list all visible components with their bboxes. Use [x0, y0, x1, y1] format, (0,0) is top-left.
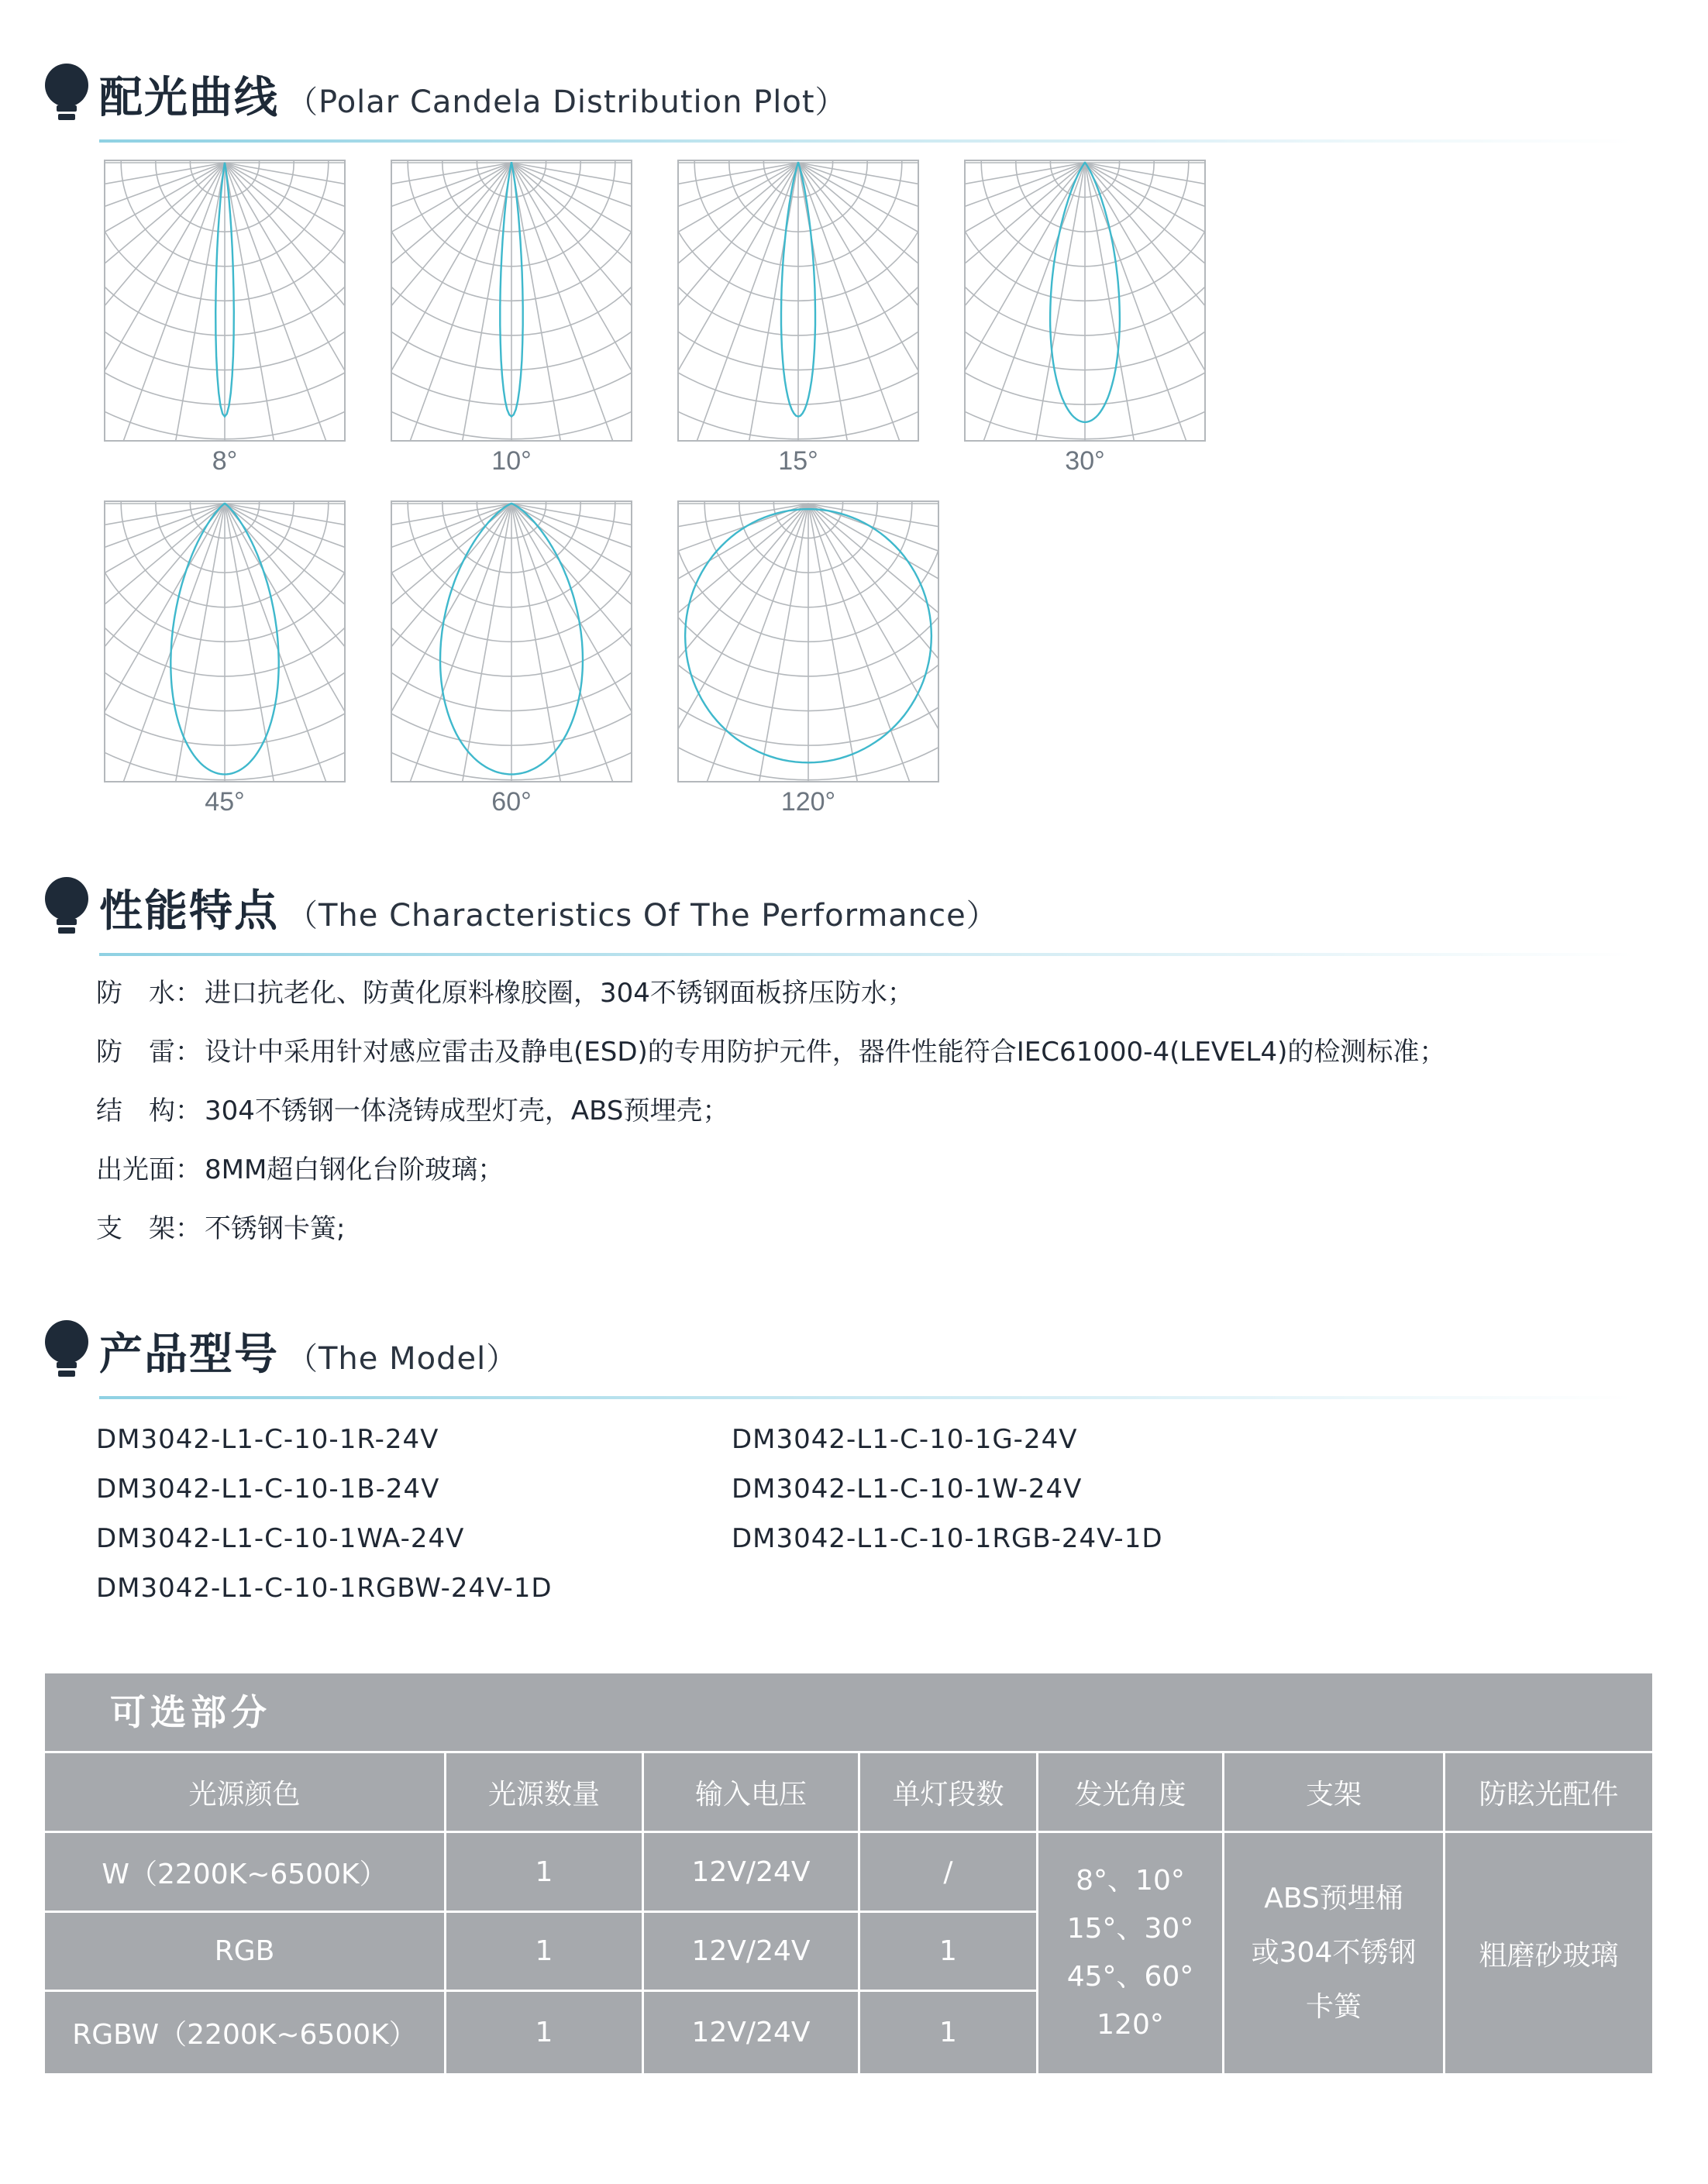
column-header: 输入电压	[694, 1778, 807, 1811]
polar-plot	[964, 160, 1206, 476]
plot-label: 60°	[491, 787, 532, 817]
polar-grid	[104, 500, 346, 782]
polar-grid	[677, 160, 919, 442]
angle-option: 120°	[1097, 2009, 1164, 2041]
plot-label: 45°	[205, 787, 245, 817]
grid-spoke	[225, 163, 346, 314]
model-number: DM3042-L1-C-10-1W-24V	[732, 1474, 1083, 1505]
table-cell: 12V/24V	[691, 1856, 811, 1888]
grid-spoke	[1008, 163, 1085, 442]
polar-plot	[677, 500, 939, 817]
polar-grid	[104, 160, 346, 442]
feature-item	[96, 1089, 728, 1127]
section-title: 产品型号 （The Model）	[99, 1329, 518, 1380]
polar-plot-graphic	[677, 160, 919, 442]
polar-plot	[104, 500, 346, 817]
grid-spoke	[808, 504, 939, 782]
table-cell: 1	[535, 1856, 553, 1888]
grid-spoke	[798, 163, 919, 314]
anti-glare-cell: 粗磨砂玻璃	[1479, 1939, 1619, 1972]
grid-spoke	[1085, 163, 1162, 442]
angles-cell	[1038, 1833, 1222, 2073]
section-subtitle: （The Characteristics Of The Performance）	[287, 898, 998, 934]
feature-item	[96, 972, 914, 1009]
bracket-line: 卡簧	[1305, 1991, 1362, 2023]
polar-plot	[391, 500, 632, 817]
feature-text: 进口抗老化、防黄化原料橡胶圈，304不锈钢面板挤压防水；	[205, 978, 914, 1009]
grid-spoke	[677, 504, 808, 782]
bulb-icon	[43, 62, 90, 124]
grid-spoke	[1085, 163, 1206, 314]
polar-plot-graphic	[391, 160, 632, 442]
polar-plot	[391, 160, 632, 476]
feature-text: 不锈钢卡簧;	[205, 1213, 346, 1244]
model-number: DM3042-L1-C-10-1R-24V	[96, 1424, 439, 1455]
grid-spoke	[732, 504, 808, 782]
angle-option: 8°、10°	[1076, 1865, 1185, 1897]
bracket-line: 或304不锈钢	[1251, 1937, 1417, 1969]
table-cell: 1	[535, 1935, 553, 1967]
model-number: DM3042-L1-C-10-1WA-24V	[96, 1523, 465, 1554]
section-subtitle: （Polar Candela Distribution Plot）	[287, 84, 847, 120]
plot-label: 15°	[778, 446, 818, 476]
table-cell: /	[943, 1856, 953, 1888]
grid-spoke	[225, 163, 301, 442]
table-cell: 12V/24V	[691, 1935, 811, 1967]
plot-label: 120°	[780, 787, 836, 817]
polar-grid	[964, 160, 1206, 442]
polar-grid	[391, 500, 632, 782]
feature-item	[96, 1148, 504, 1186]
angle-option: 15°、30°	[1066, 1913, 1194, 1945]
grid-spoke	[721, 163, 798, 442]
bracket-line: ABS预埋桶	[1264, 1883, 1403, 1914]
table-cell: 1	[939, 1935, 957, 1967]
section-title: 配光曲线 （Polar Candela Distribution Plot）	[99, 73, 847, 123]
grid-spoke	[104, 163, 225, 314]
polar-plot-graphic	[391, 500, 632, 782]
grid-spoke	[677, 504, 808, 782]
grid-spoke	[808, 504, 939, 782]
feature-text: 设计中采用针对感应雷击及静电(ESD)的专用防护元件，器件性能符合IEC61000-4(LEVEL4)的检测标准；	[205, 1037, 1446, 1068]
feature-label: 出光面：	[96, 1154, 201, 1185]
options-title: 可选部分	[110, 1691, 271, 1733]
table-cell: 1	[535, 2017, 553, 2048]
column-header: 光源数量	[487, 1778, 600, 1811]
grid-spoke	[391, 163, 511, 314]
feature-item	[96, 1030, 1445, 1068]
column-header: 单灯段数	[892, 1778, 1004, 1811]
polar-grid	[677, 500, 939, 782]
table-cell: RGBW（2200K~6500K）	[72, 2019, 417, 2051]
grid-spoke	[808, 504, 939, 782]
section-header-models	[43, 1311, 1624, 1396]
grid-spoke	[677, 504, 808, 782]
section-divider	[99, 139, 1634, 143]
column-header: 支架	[1305, 1778, 1362, 1811]
feature-label: 防 水：	[96, 978, 201, 1009]
polar-plot	[677, 160, 919, 476]
table-cell: W（2200K~6500K）	[102, 1858, 387, 1890]
polar-plot-graphic	[677, 500, 939, 782]
grid-spoke	[391, 504, 511, 655]
grid-spoke	[964, 163, 1085, 314]
bulb-icon	[43, 875, 90, 937]
plot-label: 30°	[1065, 446, 1105, 476]
column-header: 防眩光配件	[1479, 1778, 1619, 1811]
section-divider	[99, 953, 1634, 956]
grid-spoke	[511, 163, 632, 314]
model-number: DM3042-L1-C-10-1B-24V	[96, 1474, 440, 1505]
column-header: 发光角度	[1074, 1778, 1186, 1811]
model-number: DM3042-L1-C-10-1RGB-24V-1D	[732, 1523, 1163, 1554]
grid-spoke	[511, 504, 588, 782]
polar-plot-graphic	[104, 500, 346, 782]
section-subtitle: （The Model）	[287, 1341, 518, 1377]
feature-label: 支 架：	[96, 1213, 201, 1244]
grid-spoke	[511, 504, 632, 655]
column-header: 光源颜色	[188, 1778, 301, 1811]
angle-option: 45°、60°	[1066, 1961, 1194, 1993]
grid-spoke	[677, 163, 798, 314]
grid-spoke	[435, 504, 511, 782]
model-number: DM3042-L1-C-10-1RGBW-24V-1D	[96, 1573, 553, 1604]
bracket-cell	[1224, 1833, 1443, 2073]
polar-plot	[104, 160, 346, 476]
table-cell: 1	[939, 2017, 957, 2048]
section-divider	[99, 1396, 1634, 1399]
plot-label: 8°	[212, 446, 238, 476]
feature-label: 防 雷：	[96, 1037, 201, 1068]
polar-grid	[391, 160, 632, 442]
grid-spoke	[677, 504, 808, 782]
feature-text: 304不锈钢一体浇铸成型灯壳，ABS预埋壳；	[205, 1095, 729, 1126]
polar-plot-graphic	[964, 160, 1206, 442]
feature-item	[96, 1207, 345, 1245]
section-header-features	[43, 868, 1624, 953]
polar-plot-graphic	[104, 160, 346, 442]
plot-label: 10°	[491, 446, 532, 476]
feature-label: 结 构：	[96, 1095, 201, 1126]
grid-spoke	[148, 163, 225, 442]
table-cell: RGB	[214, 1935, 275, 1967]
section-header-curves	[43, 54, 1624, 139]
options-table	[45, 1673, 1652, 2073]
grid-spoke	[808, 504, 939, 782]
section-title: 性能特点 （The Characteristics Of The Performance）	[99, 886, 998, 937]
grid-spoke	[808, 504, 885, 782]
grid-spoke	[798, 163, 875, 442]
feature-text: 8MM超白钢化台阶玻璃；	[205, 1154, 504, 1185]
table-cell: 12V/24V	[691, 2017, 811, 2048]
model-number: DM3042-L1-C-10-1G-24V	[732, 1424, 1078, 1455]
bulb-icon	[43, 1319, 90, 1381]
